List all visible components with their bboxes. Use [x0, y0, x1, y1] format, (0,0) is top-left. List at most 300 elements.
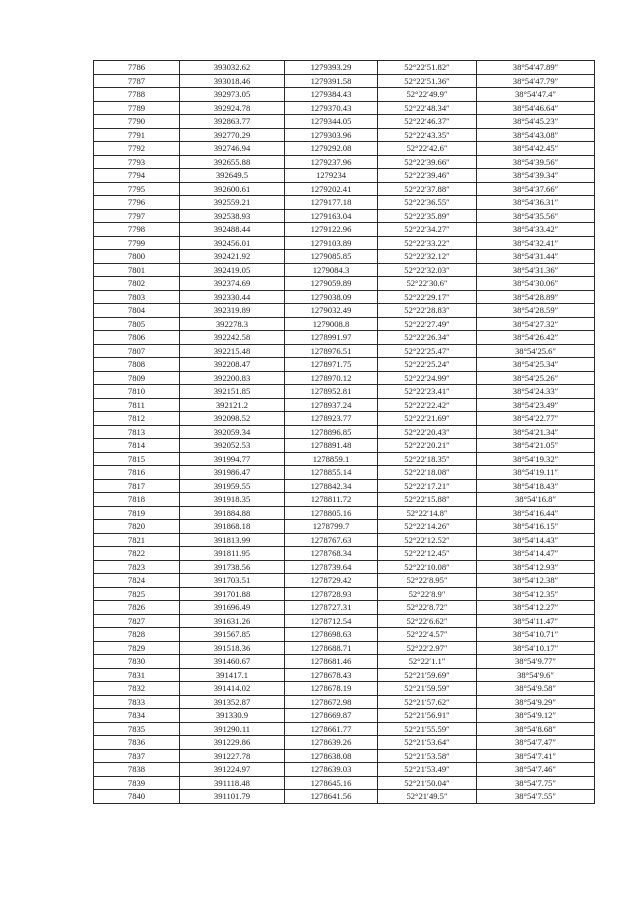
point-number-cell: 7833: [94, 695, 180, 709]
point-number-cell: 7827: [94, 614, 180, 628]
x-coordinate-cell: 391227.78: [180, 749, 285, 763]
x-coordinate-cell: 392319.89: [180, 304, 285, 318]
latitude-cell: 52°22′18.35″: [378, 452, 477, 466]
x-coordinate-cell: 391224.97: [180, 763, 285, 777]
x-coordinate-cell: 391868.18: [180, 520, 285, 534]
point-number-cell: 7791: [94, 128, 180, 142]
latitude-cell: 52°21′53.64″: [378, 736, 477, 750]
longitude-cell: 38°54′39.34″: [477, 169, 595, 183]
latitude-cell: 52°21′59.69″: [378, 668, 477, 682]
latitude-cell: 52°22′51.36″: [378, 74, 477, 88]
y-coordinate-cell: 1278799.7: [285, 520, 378, 534]
longitude-cell: 38°54′7.47″: [477, 736, 595, 750]
y-coordinate-cell: 1278728.93: [285, 587, 378, 601]
point-number-cell: 7796: [94, 196, 180, 210]
point-number-cell: 7786: [94, 61, 180, 75]
table-row: [94, 695, 595, 709]
x-coordinate-cell: 391959.55: [180, 479, 285, 493]
latitude-cell: 52°22′30.6″: [378, 277, 477, 291]
x-coordinate-cell: 392151.85: [180, 385, 285, 399]
y-coordinate-cell: 1278896.85: [285, 425, 378, 439]
table-row: [94, 128, 595, 142]
table-row: [94, 277, 595, 291]
table-row: [94, 493, 595, 507]
point-number-cell: 7816: [94, 466, 180, 480]
y-coordinate-cell: 1278855.14: [285, 466, 378, 480]
x-coordinate-cell: 391101.79: [180, 790, 285, 804]
latitude-cell: 52°22′29.17″: [378, 290, 477, 304]
table-row: [94, 209, 595, 223]
y-coordinate-cell: 1278991.97: [285, 331, 378, 345]
latitude-cell: 52°21′59.59″: [378, 682, 477, 696]
longitude-cell: 38°54′21.34″: [477, 425, 595, 439]
longitude-cell: 38°54′9.12″: [477, 709, 595, 723]
table-row: [94, 790, 595, 804]
point-number-cell: 7803: [94, 290, 180, 304]
latitude-cell: 52°21′53.49″: [378, 763, 477, 777]
y-coordinate-cell: 1278970.12: [285, 371, 378, 385]
latitude-cell: 52°22′36.55″: [378, 196, 477, 210]
y-coordinate-cell: 1279085.85: [285, 250, 378, 264]
x-coordinate-cell: 392278.3: [180, 317, 285, 331]
point-number-cell: 7799: [94, 236, 180, 250]
x-coordinate-cell: 391696.49: [180, 601, 285, 615]
longitude-cell: 38°54′12.27″: [477, 601, 595, 615]
longitude-cell: 38°54′22.77″: [477, 412, 595, 426]
table-row: [94, 155, 595, 169]
table-row: [94, 560, 595, 574]
y-coordinate-cell: 1278678.19: [285, 682, 378, 696]
longitude-cell: 38°54′39.56″: [477, 155, 595, 169]
point-number-cell: 7804: [94, 304, 180, 318]
x-coordinate-cell: 392330.44: [180, 290, 285, 304]
longitude-cell: 38°54′12.38″: [477, 574, 595, 588]
latitude-cell: 52°21′49.5″: [378, 790, 477, 804]
x-coordinate-cell: 391994.77: [180, 452, 285, 466]
x-coordinate-cell: 391813.99: [180, 533, 285, 547]
table-row: [94, 74, 595, 88]
latitude-cell: 52°21′57.62″: [378, 695, 477, 709]
point-number-cell: 7830: [94, 655, 180, 669]
longitude-cell: 38°54′16.8″: [477, 493, 595, 507]
latitude-cell: 52°22′21.69″: [378, 412, 477, 426]
table-row: [94, 142, 595, 156]
x-coordinate-cell: 391229.86: [180, 736, 285, 750]
y-coordinate-cell: 1279370.43: [285, 101, 378, 115]
point-number-cell: 7822: [94, 547, 180, 561]
point-number-cell: 7836: [94, 736, 180, 750]
point-number-cell: 7806: [94, 331, 180, 345]
latitude-cell: 52°22′20.43″: [378, 425, 477, 439]
table-row: [94, 236, 595, 250]
point-number-cell: 7787: [94, 74, 180, 88]
x-coordinate-cell: 391518.36: [180, 641, 285, 655]
x-coordinate-cell: 391352.87: [180, 695, 285, 709]
longitude-cell: 38°54′47.4″: [477, 88, 595, 102]
y-coordinate-cell: 1279103.89: [285, 236, 378, 250]
longitude-cell: 38°54′16.44″: [477, 506, 595, 520]
point-number-cell: 7809: [94, 371, 180, 385]
x-coordinate-cell: 391330.9: [180, 709, 285, 723]
x-coordinate-cell: 393032.62: [180, 61, 285, 75]
point-number-cell: 7840: [94, 790, 180, 804]
table-row: [94, 763, 595, 777]
point-number-cell: 7812: [94, 412, 180, 426]
x-coordinate-cell: 391738.56: [180, 560, 285, 574]
latitude-cell: 52°22′32.12″: [378, 250, 477, 264]
longitude-cell: 38°54′32.41″: [477, 236, 595, 250]
longitude-cell: 38°54′24.33″: [477, 385, 595, 399]
longitude-cell: 38°54′47.79″: [477, 74, 595, 88]
longitude-cell: 38°54′46.64″: [477, 101, 595, 115]
latitude-cell: 52°22′17.21″: [378, 479, 477, 493]
latitude-cell: 52°22′49.9″: [378, 88, 477, 102]
point-number-cell: 7789: [94, 101, 180, 115]
y-coordinate-cell: 1279177.18: [285, 196, 378, 210]
latitude-cell: 52°22′35.89″: [378, 209, 477, 223]
latitude-cell: 52°22′32.03″: [378, 263, 477, 277]
latitude-cell: 52°22′39.46″: [378, 169, 477, 183]
latitude-cell: 52°22′25.24″: [378, 358, 477, 372]
point-number-cell: 7790: [94, 115, 180, 129]
latitude-cell: 52°22′39.66″: [378, 155, 477, 169]
longitude-cell: 38°54′19.11″: [477, 466, 595, 480]
x-coordinate-cell: 392863.77: [180, 115, 285, 129]
latitude-cell: 52°22′12.52″: [378, 533, 477, 547]
y-coordinate-cell: 1279292.08: [285, 142, 378, 156]
longitude-cell: 38°54′31.36″: [477, 263, 595, 277]
table-row: [94, 452, 595, 466]
x-coordinate-cell: 391701.88: [180, 587, 285, 601]
longitude-cell: 38°54′9.58″: [477, 682, 595, 696]
latitude-cell: 52°22′14.26″: [378, 520, 477, 534]
longitude-cell: 38°54′42.45″: [477, 142, 595, 156]
x-coordinate-cell: 392770.29: [180, 128, 285, 142]
table-row: [94, 182, 595, 196]
longitude-cell: 38°54′10.17″: [477, 641, 595, 655]
coordinates-table-body: [94, 61, 595, 804]
table-row: [94, 304, 595, 318]
x-coordinate-cell: 392924.78: [180, 101, 285, 115]
x-coordinate-cell: 391118.48: [180, 776, 285, 790]
longitude-cell: 38°54′37.66″: [477, 182, 595, 196]
longitude-cell: 38°54′23.49″: [477, 398, 595, 412]
y-coordinate-cell: 1278842.34: [285, 479, 378, 493]
y-coordinate-cell: 1279122.96: [285, 223, 378, 237]
x-coordinate-cell: 391417.1: [180, 668, 285, 682]
x-coordinate-cell: 392655.88: [180, 155, 285, 169]
point-number-cell: 7832: [94, 682, 180, 696]
table-row: [94, 520, 595, 534]
longitude-cell: 38°54′8.68″: [477, 722, 595, 736]
latitude-cell: 52°22′46.37″: [378, 115, 477, 129]
longitude-cell: 38°54′33.42″: [477, 223, 595, 237]
y-coordinate-cell: 1278678.43: [285, 668, 378, 682]
table-row: [94, 668, 595, 682]
point-number-cell: 7835: [94, 722, 180, 736]
longitude-cell: 38°54′12.35″: [477, 587, 595, 601]
table-row: [94, 398, 595, 412]
longitude-cell: 38°54′26.42″: [477, 331, 595, 345]
x-coordinate-cell: 392052.53: [180, 439, 285, 453]
point-number-cell: 7831: [94, 668, 180, 682]
longitude-cell: 38°54′14.43″: [477, 533, 595, 547]
x-coordinate-cell: 393018.46: [180, 74, 285, 88]
y-coordinate-cell: 1278729.42: [285, 574, 378, 588]
latitude-cell: 52°22′12.45″: [378, 547, 477, 561]
latitude-cell: 52°22′34.27″: [378, 223, 477, 237]
table-row: [94, 169, 595, 183]
latitude-cell: 52°22′51.82″: [378, 61, 477, 75]
longitude-cell: 38°54′7.75″: [477, 776, 595, 790]
point-number-cell: 7798: [94, 223, 180, 237]
y-coordinate-cell: 1279393.29: [285, 61, 378, 75]
x-coordinate-cell: 392538.93: [180, 209, 285, 223]
x-coordinate-cell: 392208.47: [180, 358, 285, 372]
table-row: [94, 358, 595, 372]
table-row: [94, 574, 595, 588]
y-coordinate-cell: 1279163.04: [285, 209, 378, 223]
latitude-cell: 52°22′2.97″: [378, 641, 477, 655]
point-number-cell: 7795: [94, 182, 180, 196]
y-coordinate-cell: 1278976.51: [285, 344, 378, 358]
x-coordinate-cell: 391414.02: [180, 682, 285, 696]
longitude-cell: 38°54′45.23″: [477, 115, 595, 129]
y-coordinate-cell: 1278688.71: [285, 641, 378, 655]
point-number-cell: 7838: [94, 763, 180, 777]
latitude-cell: 52°22′18.08″: [378, 466, 477, 480]
longitude-cell: 38°54′18.43″: [477, 479, 595, 493]
point-number-cell: 7817: [94, 479, 180, 493]
y-coordinate-cell: 1278923.77: [285, 412, 378, 426]
x-coordinate-cell: 392374.69: [180, 277, 285, 291]
table-row: [94, 439, 595, 453]
latitude-cell: 52°22′14.8″: [378, 506, 477, 520]
y-coordinate-cell: 1279391.58: [285, 74, 378, 88]
point-number-cell: 7800: [94, 250, 180, 264]
y-coordinate-cell: 1279032.49: [285, 304, 378, 318]
point-number-cell: 7807: [94, 344, 180, 358]
x-coordinate-cell: 391567.85: [180, 628, 285, 642]
x-coordinate-cell: 391884.88: [180, 506, 285, 520]
point-number-cell: 7839: [94, 776, 180, 790]
table-row: [94, 412, 595, 426]
y-coordinate-cell: 1279344.05: [285, 115, 378, 129]
longitude-cell: 38°54′43.08″: [477, 128, 595, 142]
table-row: [94, 776, 595, 790]
longitude-cell: 38°54′7.55″: [477, 790, 595, 804]
y-coordinate-cell: 1279237.96: [285, 155, 378, 169]
longitude-cell: 38°54′25.34″: [477, 358, 595, 372]
y-coordinate-cell: 1278739.64: [285, 560, 378, 574]
table-row: [94, 61, 595, 75]
table-row: [94, 722, 595, 736]
y-coordinate-cell: 1278639.26: [285, 736, 378, 750]
x-coordinate-cell: 392419.05: [180, 263, 285, 277]
latitude-cell: 52°22′8.95″: [378, 574, 477, 588]
latitude-cell: 52°22′23.41″: [378, 385, 477, 399]
x-coordinate-cell: 392488.44: [180, 223, 285, 237]
latitude-cell: 52°22′22.42″: [378, 398, 477, 412]
y-coordinate-cell: 1278811.72: [285, 493, 378, 507]
table-row: [94, 533, 595, 547]
table-row: [94, 466, 595, 480]
x-coordinate-cell: 392242.58: [180, 331, 285, 345]
point-number-cell: 7821: [94, 533, 180, 547]
table-row: [94, 709, 595, 723]
y-coordinate-cell: 1279202.41: [285, 182, 378, 196]
latitude-cell: 52°22′4.57″: [378, 628, 477, 642]
point-number-cell: 7794: [94, 169, 180, 183]
y-coordinate-cell: 1278971.75: [285, 358, 378, 372]
x-coordinate-cell: 391460.67: [180, 655, 285, 669]
point-number-cell: 7813: [94, 425, 180, 439]
longitude-cell: 38°54′25.6″: [477, 344, 595, 358]
y-coordinate-cell: 1279234: [285, 169, 378, 183]
y-coordinate-cell: 1279038.09: [285, 290, 378, 304]
longitude-cell: 38°54′31.44″: [477, 250, 595, 264]
y-coordinate-cell: 1278891.48: [285, 439, 378, 453]
longitude-cell: 38°54′19.32″: [477, 452, 595, 466]
y-coordinate-cell: 1279008.8: [285, 317, 378, 331]
point-number-cell: 7824: [94, 574, 180, 588]
longitude-cell: 38°54′21.05″: [477, 439, 595, 453]
point-number-cell: 7808: [94, 358, 180, 372]
x-coordinate-cell: 391986.47: [180, 466, 285, 480]
table-row: [94, 628, 595, 642]
point-number-cell: 7834: [94, 709, 180, 723]
table-row: [94, 655, 595, 669]
table-row: [94, 506, 595, 520]
table-row: [94, 88, 595, 102]
x-coordinate-cell: 392600.61: [180, 182, 285, 196]
longitude-cell: 38°54′28.59″: [477, 304, 595, 318]
latitude-cell: 52°21′55.59″: [378, 722, 477, 736]
x-coordinate-cell: 392215.48: [180, 344, 285, 358]
table-row: [94, 385, 595, 399]
point-number-cell: 7814: [94, 439, 180, 453]
x-coordinate-cell: 392200.83: [180, 371, 285, 385]
y-coordinate-cell: 1278661.77: [285, 722, 378, 736]
y-coordinate-cell: 1278712.54: [285, 614, 378, 628]
longitude-cell: 38°54′11.47″: [477, 614, 595, 628]
latitude-cell: 52°22′28.83″: [378, 304, 477, 318]
table-row: [94, 196, 595, 210]
table-row: [94, 682, 595, 696]
latitude-cell: 52°22′26.34″: [378, 331, 477, 345]
x-coordinate-cell: 391918.35: [180, 493, 285, 507]
latitude-cell: 52°22′37.88″: [378, 182, 477, 196]
y-coordinate-cell: 1278768.34: [285, 547, 378, 561]
latitude-cell: 52°22′1.1″: [378, 655, 477, 669]
coordinates-table: [93, 60, 595, 804]
point-number-cell: 7801: [94, 263, 180, 277]
point-number-cell: 7792: [94, 142, 180, 156]
table-row: [94, 479, 595, 493]
longitude-cell: 38°54′47.89″: [477, 61, 595, 75]
longitude-cell: 38°54′28.89″: [477, 290, 595, 304]
longitude-cell: 38°54′7.41″: [477, 749, 595, 763]
y-coordinate-cell: 1278937.24: [285, 398, 378, 412]
x-coordinate-cell: 392098.52: [180, 412, 285, 426]
x-coordinate-cell: 392559.21: [180, 196, 285, 210]
longitude-cell: 38°54′10.71″: [477, 628, 595, 642]
table-row: [94, 101, 595, 115]
y-coordinate-cell: 1278638.08: [285, 749, 378, 763]
latitude-cell: 52°22′6.62″: [378, 614, 477, 628]
table-row: [94, 115, 595, 129]
table-row: [94, 547, 595, 561]
latitude-cell: 52°22′15.88″: [378, 493, 477, 507]
x-coordinate-cell: 392649.5: [180, 169, 285, 183]
y-coordinate-cell: 1278859.1: [285, 452, 378, 466]
x-coordinate-cell: 391703.51: [180, 574, 285, 588]
y-coordinate-cell: 1278645.16: [285, 776, 378, 790]
x-coordinate-cell: 392746.94: [180, 142, 285, 156]
table-row: [94, 263, 595, 277]
x-coordinate-cell: 392059.34: [180, 425, 285, 439]
y-coordinate-cell: 1278639.03: [285, 763, 378, 777]
point-number-cell: 7828: [94, 628, 180, 642]
longitude-cell: 38°54′9.6″: [477, 668, 595, 682]
latitude-cell: 52°21′56.91″: [378, 709, 477, 723]
latitude-cell: 52°22′33.22″: [378, 236, 477, 250]
longitude-cell: 38°54′27.32″: [477, 317, 595, 331]
longitude-cell: 38°54′14.47″: [477, 547, 595, 561]
longitude-cell: 38°54′30.06″: [477, 277, 595, 291]
latitude-cell: 52°22′48.34″: [378, 101, 477, 115]
table-row: [94, 601, 595, 615]
point-number-cell: 7788: [94, 88, 180, 102]
latitude-cell: 52°21′53.58″: [378, 749, 477, 763]
latitude-cell: 52°22′43.35″: [378, 128, 477, 142]
point-number-cell: 7826: [94, 601, 180, 615]
x-coordinate-cell: 391631.26: [180, 614, 285, 628]
y-coordinate-cell: 1278727.31: [285, 601, 378, 615]
point-number-cell: 7797: [94, 209, 180, 223]
longitude-cell: 38°54′7.46″: [477, 763, 595, 777]
latitude-cell: 52°22′20.21″: [378, 439, 477, 453]
latitude-cell: 52°22′42.6″: [378, 142, 477, 156]
table-row: [94, 317, 595, 331]
x-coordinate-cell: 391811.95: [180, 547, 285, 561]
longitude-cell: 38°54′12.93″: [477, 560, 595, 574]
point-number-cell: 7815: [94, 452, 180, 466]
y-coordinate-cell: 1278698.63: [285, 628, 378, 642]
latitude-cell: 52°22′24.99″: [378, 371, 477, 385]
x-coordinate-cell: 392121.2: [180, 398, 285, 412]
point-number-cell: 7810: [94, 385, 180, 399]
point-number-cell: 7802: [94, 277, 180, 291]
point-number-cell: 7811: [94, 398, 180, 412]
table-row: [94, 641, 595, 655]
longitude-cell: 38°54′9.77″: [477, 655, 595, 669]
point-number-cell: 7805: [94, 317, 180, 331]
latitude-cell: 52°22′8.72″: [378, 601, 477, 615]
latitude-cell: 52°21′50.04″: [378, 776, 477, 790]
table-row: [94, 344, 595, 358]
y-coordinate-cell: 1279084.3: [285, 263, 378, 277]
point-number-cell: 7818: [94, 493, 180, 507]
point-number-cell: 7825: [94, 587, 180, 601]
y-coordinate-cell: 1278641.56: [285, 790, 378, 804]
y-coordinate-cell: 1279384.43: [285, 88, 378, 102]
table-row: [94, 250, 595, 264]
table-row: [94, 331, 595, 345]
longitude-cell: 38°54′25.26″: [477, 371, 595, 385]
x-coordinate-cell: 392456.01: [180, 236, 285, 250]
latitude-cell: 52°22′27.49″: [378, 317, 477, 331]
